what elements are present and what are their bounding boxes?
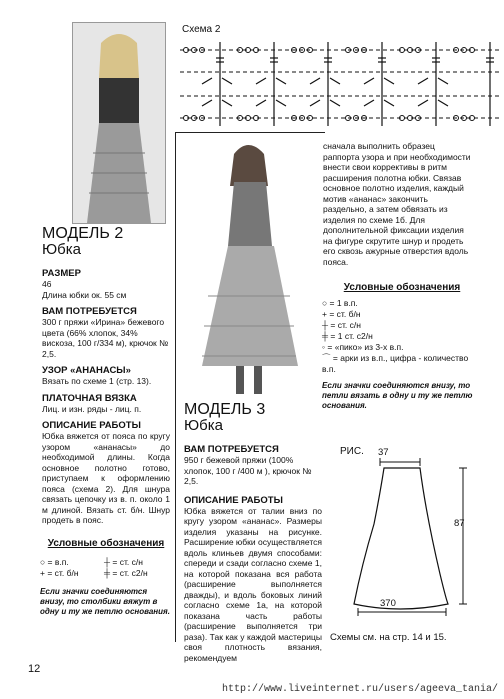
legend-item: ╪ = 1 ст. с2/н xyxy=(322,331,373,341)
chain-icon: ○ xyxy=(322,298,328,308)
sc-icon: + xyxy=(40,568,45,578)
legend-item: + = ст. б/н xyxy=(40,568,79,578)
dc-icon: ┼ xyxy=(104,557,111,567)
chain-icon: ○ xyxy=(40,557,46,567)
model2-note: Если значки соединяются внизу, то столбики вяжут в одну и ту же петлю основания. xyxy=(40,587,170,616)
picot-icon: ◦ xyxy=(322,342,326,352)
page-number: 12 xyxy=(28,663,41,675)
model2-legend xyxy=(40,538,172,617)
model2-legend-title: Условные обозначения xyxy=(47,538,165,549)
model2-size-value: 46 xyxy=(42,279,52,289)
model2-pattern-heading: УЗОР «АНАНАСЫ» xyxy=(42,365,131,376)
watermark: http://www.liveinternet.ru/users/ageeva_tania/ xyxy=(222,684,499,695)
model3-title: МОДЕЛЬ 3 xyxy=(184,401,266,418)
sc-icon: + xyxy=(322,309,327,319)
model2-need-heading: ВАМ ПОТРЕБУЕТСЯ xyxy=(42,306,137,317)
model3-need-text: 950 г бежевой пряжи (100% хлопок, 100 г /400 м ), крючок № 2,5. xyxy=(184,455,312,486)
model3-note: Если значки соединяются внизу, то петли вязать в одну и ту же петлю основания. xyxy=(322,381,473,410)
model3-continued-text: сначала выполнить образец раппорта узора и при необходимости внести свои коррективы в ритм расширения полотна юбки. Связав основное полотно изделия, каждый мотив «ананас» закончить раздельно, а затем обвязать из изделия по схеме 1б. Для дополнительной фиксации изделия на фигуре скрутите шнур и продеть его сквозь ажурные отверстия вдоль пояса. xyxy=(323,141,471,267)
model3-photo xyxy=(178,136,321,398)
dim-side: 87 xyxy=(454,518,465,529)
legend-item: + = ст. б/н xyxy=(322,309,361,319)
legend-item: ○ = 1 в.п. xyxy=(322,298,358,308)
model2-lace-heading: ПЛАТОЧНАЯ ВЯЗКА xyxy=(42,392,137,404)
arch-icon: ⌒ xyxy=(322,353,331,363)
model2-section xyxy=(42,226,170,526)
tr-icon: ╪ xyxy=(104,568,111,578)
model2-subtitle: Юбка xyxy=(42,241,81,258)
scheme2-diagram xyxy=(180,38,502,130)
model3-legend-title: Условные обозначения xyxy=(343,282,461,293)
legend-item: ⌒ = арки из в.п., цифра - количество в.п. xyxy=(322,353,469,374)
dim-top: 37 xyxy=(378,447,389,458)
model2-photo xyxy=(72,22,166,224)
model3-top-rule xyxy=(175,132,325,133)
model3-need-heading: ВАМ ПОТРЕБУЕТСЯ xyxy=(184,444,279,455)
model2-need-text: 300 г пряжи «Ирина» бежевого цвета (66% хлопок, 34% вискоза, 100 г/334 м), крючок № 2,5. xyxy=(42,317,169,359)
schemes-reference: Схемы см. на стр. 14 и 15. xyxy=(330,632,447,643)
legend-item: ┼ = ст. с/н xyxy=(104,557,143,567)
legend-item: ┼ = ст. с/н xyxy=(322,320,361,330)
model2-title: МОДЕЛЬ 2 xyxy=(42,225,124,242)
legend-item: ○ = в.п. xyxy=(40,557,69,567)
model2-pattern-text: Вязать по схеме 1 (стр. 13). xyxy=(42,376,152,386)
model3-section xyxy=(184,402,322,663)
tr-icon: ╪ xyxy=(322,331,329,341)
figure-label: РИС. xyxy=(340,446,364,457)
model3-legend xyxy=(322,282,482,411)
dc-icon: ┼ xyxy=(322,320,329,330)
model2-lace-text: Лиц. и изн. ряды - лиц. п. xyxy=(42,403,142,414)
scheme2-title: Схема 2 xyxy=(182,24,221,35)
model2-length: Длина юбки ок. 55 см xyxy=(42,289,127,300)
model2-desc-text: Юбка вяжется от пояса по кругу узором «ананасы» до необходимой длины. Когда основное полотно готово, приступаем к оформлению пояса (схема 2). Для шнура связать цепочку из в. п. около 1 м длиной. Вязать ст. б/н. Шнур продеть в пояс. xyxy=(42,431,170,525)
model3-desc-text: Юбка вяжется от талии вниз по кругу узором «ананас». Размеры изделия указаны на рисунке. Расширение юбки осуществляется вдоль клиньев двумя способами: спереди и сзади согласно схеме 1, на которой показана вся работа (расширение выполняется дважды), и вдоль боковых линий согласно схеме 1а, на которой показана часть работы (расширение выполняется три раза). Так как у каждой мастерицы своя плотность вязания, рекомендуем xyxy=(184,505,322,663)
model3-desc-heading: ОПИСАНИЕ РАБОТЫ xyxy=(184,494,283,506)
model3-subtitle: Юбка xyxy=(184,417,223,434)
legend-item: ◦ = «пико» из 3-х в.п. xyxy=(322,342,404,352)
model2-size-heading: РАЗМЕР xyxy=(42,268,81,279)
legend-item: ╪ = ст. с2/н xyxy=(104,568,148,578)
skirt-figure xyxy=(336,454,486,622)
column-divider xyxy=(175,132,176,642)
model2-desc-heading: ОПИСАНИЕ РАБОТЫ xyxy=(42,420,141,431)
dim-bottom: 370 xyxy=(380,598,396,609)
